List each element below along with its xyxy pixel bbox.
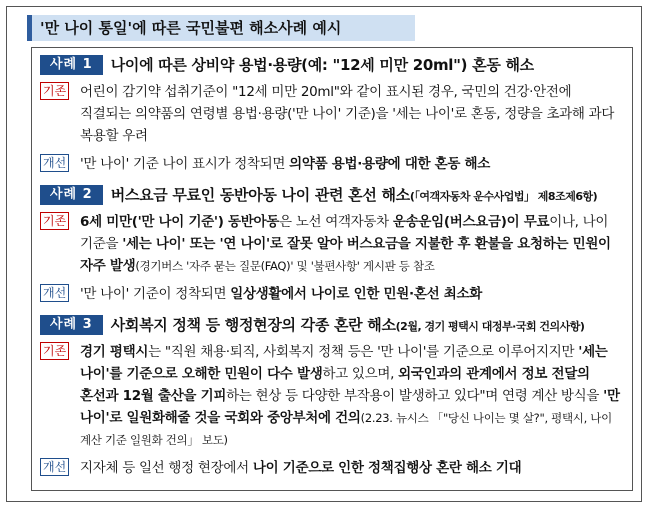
case-1-header — [40, 54, 626, 75]
case-3-current-h: (2.23. 뉴시스 「"당신 나이는 몇 살?", 평택시, 나이 계산 기준 일원화 건의」 보도) — [80, 411, 612, 447]
case-3-improve-text — [80, 457, 626, 479]
case-3 — [40, 314, 626, 479]
case-2-current-row — [40, 211, 626, 277]
case-3-header — [40, 314, 626, 335]
case-3-title-main: 사회복지 정책 등 행정현장의 각종 혼란 해소 — [110, 316, 396, 334]
improve-tag: 개선 — [40, 284, 69, 302]
case-1-improve-b: 의약품 용법·용량에 대한 혼동 해소 — [289, 156, 490, 172]
case-3-current-a: 경기 평택시 — [80, 344, 149, 360]
case-3-current-c: '세는 나이'를 기준으로 오해한 민원이 다수 발생 — [80, 344, 608, 382]
case-3-improve-a: 지자체 등 일선 행정 현장에서 — [80, 460, 253, 476]
case-2-badge: 사례 2 — [40, 185, 103, 205]
case-2 — [40, 184, 626, 305]
case-1-title: 나이에 따른 상비약 용법·용량(예: "12세 미만 20ml") 혼동 해소 — [110, 56, 534, 74]
case-3-current-g: '만 나이'로 일원화해줄 것을 국회와 중앙부처에 건의 — [80, 388, 620, 426]
case-2-improve-text — [80, 283, 626, 305]
case-2-current-a: 6세 미만('만 나이 기준') 동반아동 — [80, 214, 279, 230]
case-2-title — [111, 184, 597, 205]
case-2-current-e: '세는 나이' 또는 '연 나이'로 잘못 알아 버스요금을 지불한 후 환불을 요청하는 민원이 자주 발생 — [80, 236, 611, 274]
case-1-current-row — [40, 81, 626, 147]
case-1-improve-a: '만 나이' 기준 나이 표시가 정착되면 — [80, 156, 290, 172]
case-2-improve-row — [40, 283, 626, 305]
case-3-improve-row — [40, 457, 626, 479]
case-2-title-main: 버스요금 무료인 동반아동 나이 관련 혼선 해소 — [110, 186, 410, 204]
improve-tag: 개선 — [40, 154, 69, 172]
document-frame — [6, 6, 642, 502]
current-tag: 기존 — [40, 212, 69, 230]
case-2-current-c: 운송운임(버스요금)이 무료 — [392, 214, 550, 230]
page-title: '만 나이 통일'에 따른 국민불편 해소사례 예시 — [27, 15, 415, 41]
current-tag: 기존 — [40, 82, 69, 100]
case-3-current-d: 하고 있으며, — [322, 366, 399, 382]
case-3-badge: 사례 3 — [40, 315, 103, 335]
case-2-current-d: 이나, 나이 기준을 — [80, 214, 609, 252]
case-2-current-b: 은 노선 여객자동차 — [279, 214, 393, 230]
case-2-improve-b: 일상생활에서 나이로 인한 민원·혼선 최소화 — [230, 286, 482, 302]
case-3-current-row — [40, 341, 626, 451]
improve-tag: 개선 — [40, 458, 69, 476]
case-1-badge: 사례 1 — [40, 55, 103, 75]
case-3-title-ref: (2월, 경기 평택시 대정부·국회 건의사항) — [395, 320, 585, 333]
current-tag: 기존 — [40, 342, 69, 360]
case-2-header — [40, 184, 626, 205]
case-1-improve-row — [40, 153, 626, 175]
case-2-current-text — [80, 211, 626, 277]
case-3-title — [111, 314, 585, 335]
case-1-current-text: 어린이 감기약 섭취기준이 "12세 미만 20ml"와 같이 표시된 경우, 국민의 건강·안전에 직결되는 의약품의 연령별 용법·용량('만 나이' 기준)을 '세는 나이'로 혼동, 정량을 초과해 과다 복용할 우려 — [80, 84, 615, 144]
case-3-current-e: 외국인과의 관계에서 정보 전달의 혼선과 12월 출산을 기피 — [80, 366, 590, 404]
case-3-improve-b: 나이 기준으로 인한 정책집행상 혼란 해소 기대 — [252, 460, 522, 476]
case-1 — [40, 54, 626, 175]
cases-box — [31, 47, 633, 491]
case-3-current-text — [80, 341, 626, 451]
case-3-current-f: 하는 현상 등 다양한 부작용이 발생하고 있다"며 연령 계산 방식을 — [226, 388, 604, 404]
case-1-improve-text — [80, 153, 626, 175]
case-2-current-f: (경기버스 '자주 묻는 질문(FAQ)' 및 '불편사항' 게시판 등 참조 — [135, 259, 435, 273]
case-3-current-b: 는 "직원 채용·퇴직, 사회복지 정책 등은 '만 나이'를 기준으로 이루어지지만 — [148, 344, 579, 360]
case-2-title-ref: (「여객자동차 운수사업법」 제8조제6항) — [409, 190, 598, 203]
case-2-improve-a: '만 나이' 기준이 정착되면 — [80, 286, 231, 302]
